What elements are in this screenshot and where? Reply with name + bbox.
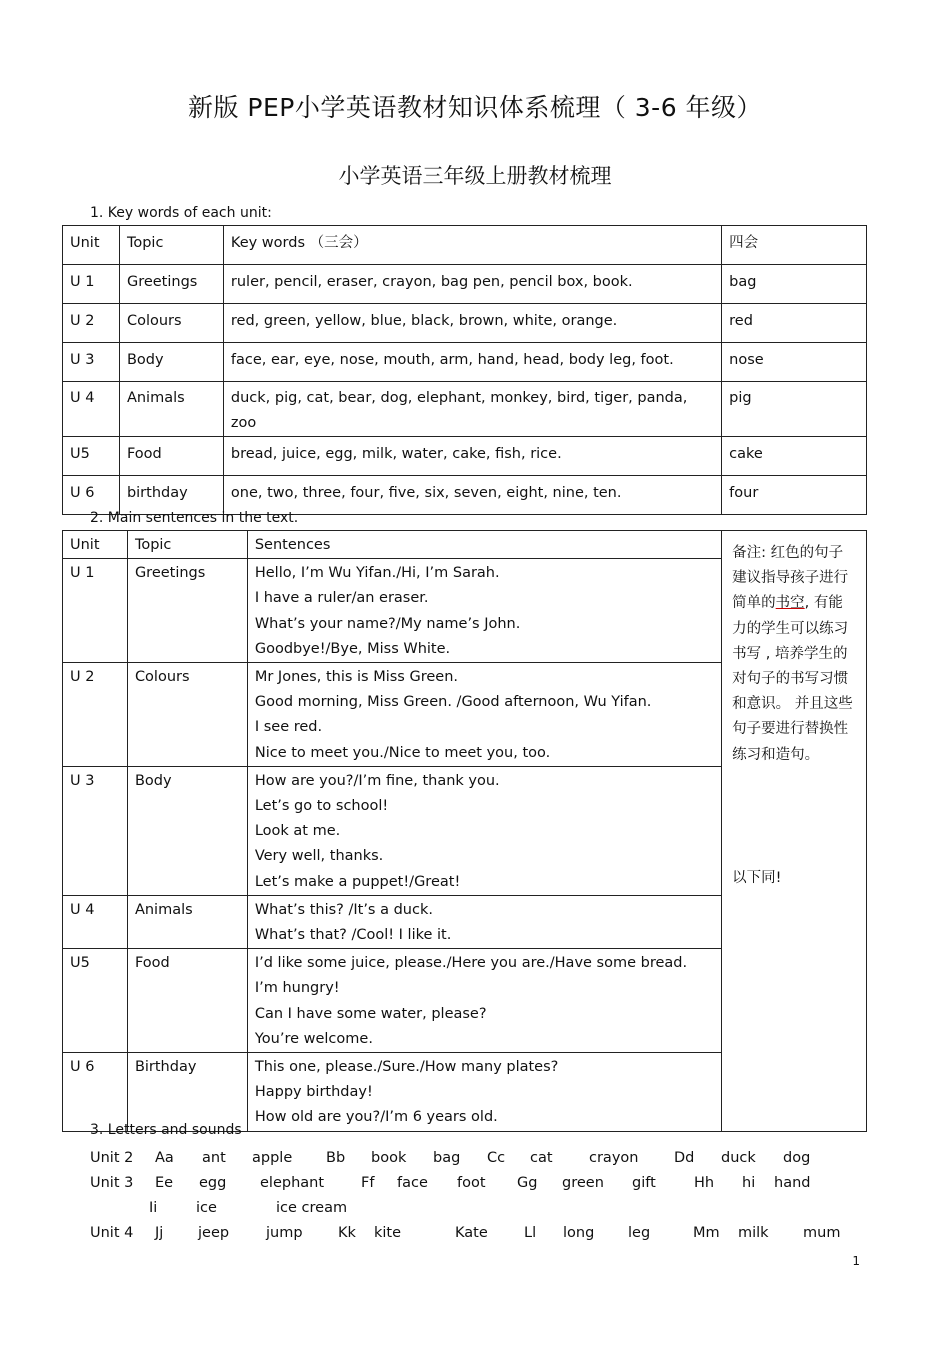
document-title: 新版 PEP小学英语教材知识体系梳理（ 3-6 年级）	[187, 93, 763, 122]
topic-cell: Colours	[119, 304, 223, 343]
sound-item: crayon	[589, 1150, 639, 1166]
sentence-line: I have a ruler/an eraser.	[254, 590, 429, 607]
sound-item: gift	[632, 1175, 656, 1191]
sentence-line: What’s your name?/My name’s John.	[254, 615, 521, 632]
sentence-line: I’m hungry!	[254, 980, 340, 997]
four-skill-cell: bag	[722, 265, 867, 304]
sentences-table	[62, 530, 867, 1132]
sentence-line: Can I have some water, please?	[254, 1005, 487, 1022]
table-row	[63, 304, 867, 343]
sound-item: green	[562, 1175, 604, 1191]
unit-cell: U 1	[63, 559, 128, 663]
unit-cell: U 3	[63, 766, 128, 895]
unit-cell: U 6	[63, 1053, 128, 1132]
key-words-table	[62, 225, 867, 515]
sentence-line: Let’s make a puppet!/Great!	[254, 873, 461, 890]
section1-label: 1. Key words of each unit:	[90, 205, 272, 221]
topic-cell: birthday	[119, 476, 223, 515]
header-cell: 四会	[722, 226, 867, 265]
unit-cell: U 1	[63, 265, 120, 304]
sound-item: jeep	[198, 1225, 230, 1241]
topic-cell: Food	[127, 949, 247, 1053]
topic-cell: Food	[119, 437, 223, 476]
unit-cell: U 6	[63, 476, 120, 515]
table-row	[63, 382, 867, 437]
sound-item: ice cream	[276, 1200, 348, 1216]
note-highlight: 书空	[775, 595, 805, 612]
sound-item: Unit 3	[90, 1175, 134, 1191]
sound-item: Jj	[155, 1225, 164, 1241]
document-subtitle: 小学英语三年级上册教材梳理	[338, 164, 612, 188]
note-text: 备注: 红色的句子建议指导孩子进行简单的	[732, 545, 849, 612]
header-cell: Unit	[63, 531, 128, 559]
sound-item: jump	[266, 1225, 303, 1241]
sound-item: Bb	[326, 1150, 346, 1166]
sound-item: book	[371, 1150, 407, 1166]
sentence-line: Very well, thanks.	[254, 848, 384, 865]
keywords-cell: face, ear, eye, nose, mouth, arm, hand, head, body leg, foot.	[223, 343, 721, 382]
sentences-cell	[247, 949, 721, 1053]
header-cell: Sentences	[247, 531, 721, 559]
header-cell: Key words （三会）	[223, 226, 721, 265]
sentence-line: How old are you?/I’m 6 years old.	[254, 1109, 498, 1126]
header-cell: Unit	[63, 226, 120, 265]
sentence-line: What’s this? /It’s a duck.	[254, 901, 433, 918]
unit-cell: U 4	[63, 382, 120, 437]
sentence-line: Nice to meet you./Nice to meet you, too.	[254, 744, 551, 761]
keywords-cell: red, green, yellow, blue, black, brown, white, orange.	[223, 304, 721, 343]
sentence-line: Hello, I’m Wu Yifan./Hi, I’m Sarah.	[254, 565, 500, 582]
sound-item: apple	[252, 1150, 293, 1166]
header-cell: Topic	[127, 531, 247, 559]
table-row	[63, 476, 867, 515]
sound-item: elephant	[260, 1175, 325, 1191]
sound-item: Gg	[517, 1175, 538, 1191]
sound-item: Mm	[693, 1225, 720, 1241]
sound-item: face	[397, 1175, 428, 1191]
sound-item: Ee	[155, 1175, 174, 1191]
sentence-line: How are you?/I’m fine, thank you.	[254, 772, 500, 789]
keywords-line: duck, pig, cat, bear, dog, elephant, monkey, bird, tiger, panda,	[230, 390, 688, 406]
sound-item: Kk	[338, 1225, 356, 1241]
keywords-line: zoo	[230, 415, 257, 431]
sentence-line: I see red.	[254, 719, 323, 736]
four-skill-cell: pig	[722, 382, 867, 437]
sound-item: Aa	[155, 1150, 174, 1166]
unit-cell: U 4	[63, 895, 128, 948]
keywords-cell	[223, 382, 721, 437]
topic-cell: Body	[127, 766, 247, 895]
unit-cell: U 2	[63, 663, 128, 767]
sentences-cell	[247, 1053, 721, 1132]
four-skill-cell: cake	[722, 437, 867, 476]
sentence-line: What’s that? /Cool! I like it.	[254, 927, 452, 944]
sound-item: milk	[738, 1225, 769, 1241]
sound-item: Cc	[487, 1150, 506, 1166]
keywords-cell: ruler, pencil, eraser, crayon, bag pen, pencil box, book.	[223, 265, 721, 304]
sound-item: Unit 4	[90, 1225, 134, 1241]
sentence-line: This one, please./Sure./How many plates?	[254, 1059, 559, 1076]
four-skill-cell: four	[722, 476, 867, 515]
sound-item: Ii	[149, 1200, 158, 1216]
sound-item: dog	[783, 1150, 811, 1166]
topic-cell: Birthday	[127, 1053, 247, 1132]
sound-item: foot	[457, 1175, 486, 1191]
table-header-row	[63, 226, 867, 265]
sound-item: kite	[374, 1225, 402, 1241]
sound-item: Hh	[694, 1175, 715, 1191]
sentence-line: I’d like some juice, please./Here you are./Have some bread.	[254, 955, 688, 972]
sound-item: leg	[628, 1225, 651, 1241]
table-header-row	[63, 531, 867, 559]
topic-cell: Animals	[119, 382, 223, 437]
unit-cell: U5	[63, 437, 120, 476]
topic-cell: Animals	[127, 895, 247, 948]
unit-cell: U 3	[63, 343, 120, 382]
four-skill-cell: red	[722, 304, 867, 343]
sentences-cell	[247, 559, 721, 663]
sound-item: hand	[774, 1175, 811, 1191]
unit-cell: U5	[63, 949, 128, 1053]
table-row	[63, 437, 867, 476]
sound-item: duck	[721, 1150, 756, 1166]
sound-item: cat	[530, 1150, 553, 1166]
keywords-cell: one, two, three, four, five, six, seven, eight, nine, ten.	[223, 476, 721, 515]
sound-item: egg	[199, 1175, 227, 1191]
sound-item: mum	[803, 1225, 841, 1241]
table-row	[63, 265, 867, 304]
section2-label: 2. Main sentences in the text.	[90, 510, 299, 526]
sentence-line: Goodbye!/Bye, Miss White.	[254, 640, 451, 657]
sound-item: hi	[742, 1175, 756, 1191]
keywords-cell: bread, juice, egg, milk, water, cake, fish, rice.	[223, 437, 721, 476]
page-number: 1	[852, 1254, 860, 1268]
sentences-cell	[247, 663, 721, 767]
sound-item: Ll	[524, 1225, 537, 1241]
sound-item: Kate	[455, 1225, 488, 1241]
sound-item: ant	[202, 1150, 226, 1166]
sentences-cell	[247, 895, 721, 948]
sound-item: Dd	[674, 1150, 695, 1166]
sentences-cell	[247, 766, 721, 895]
teaching-note	[722, 531, 867, 1132]
sound-item: bag	[433, 1150, 461, 1166]
note-same-below: 以下同!	[732, 869, 782, 886]
topic-cell: Greetings	[119, 265, 223, 304]
sentence-line: Look at me.	[254, 823, 341, 840]
sound-item: ice	[196, 1200, 217, 1216]
sound-item: long	[563, 1225, 595, 1241]
four-skill-cell: nose	[722, 343, 867, 382]
unit-cell: U 2	[63, 304, 120, 343]
topic-cell: Greetings	[127, 559, 247, 663]
header-cell: Topic	[119, 226, 223, 265]
section3-label: 3. Letters and sounds	[90, 1122, 242, 1138]
sentence-line: Happy birthday!	[254, 1084, 373, 1101]
sound-item: Ff	[361, 1175, 375, 1191]
sentence-line: Let’s go to school!	[254, 798, 389, 815]
topic-cell: Body	[119, 343, 223, 382]
topic-cell: Colours	[127, 663, 247, 767]
sound-item: Unit 2	[90, 1150, 134, 1166]
table-row	[63, 343, 867, 382]
sentence-line: Good morning, Miss Green. /Good afternoon, Wu Yifan.	[254, 694, 652, 711]
sentence-line: You’re welcome.	[254, 1030, 373, 1047]
note-text: , 有能力的学生可以练习 书写 , 培养学生的对句子的书写习惯和意识。 并且这些句子要进行替换性练习和造句。	[732, 595, 853, 763]
sentence-line: Mr Jones, this is Miss Green.	[254, 669, 458, 686]
